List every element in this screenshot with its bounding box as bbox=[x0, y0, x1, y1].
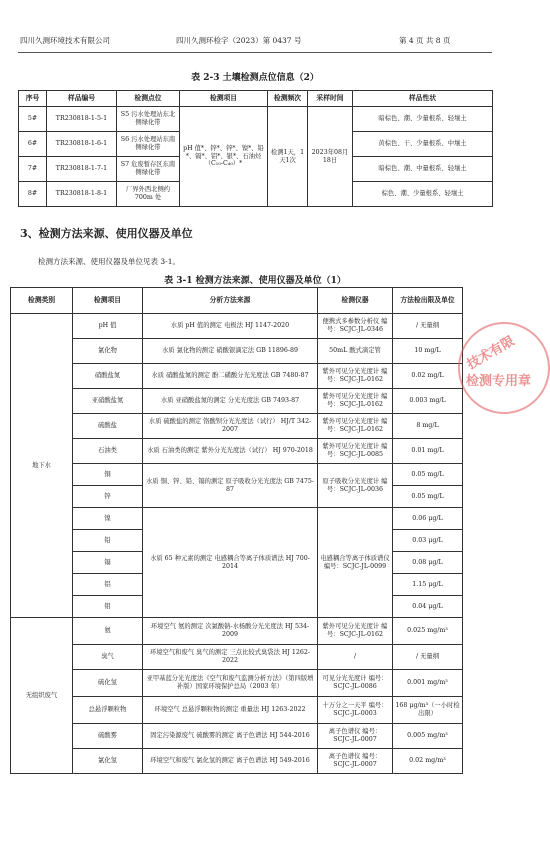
test-item: 总悬浮颗粒物 bbox=[73, 697, 143, 724]
row-number: 7# bbox=[19, 157, 47, 182]
detection-limit: / 无量纲 bbox=[393, 314, 463, 339]
table-row bbox=[11, 697, 463, 724]
test-item: 氯化氢 bbox=[73, 749, 143, 774]
detection-limit: 0.05 mg/L bbox=[393, 486, 463, 508]
column-header: 采样时间 bbox=[308, 91, 353, 107]
column-header: 样品性状 bbox=[353, 91, 493, 107]
detection-limit: 0.01 mg/L bbox=[393, 439, 463, 464]
table-row bbox=[11, 339, 463, 364]
soil-sampling-table bbox=[18, 90, 493, 207]
column-header: 样品编号 bbox=[47, 91, 117, 107]
detection-limit: 1.15 μg/L bbox=[393, 574, 463, 596]
instrument: 紫外可见分光光度计 编号：SCJC-JL-0085 bbox=[318, 439, 393, 464]
sample-code: TR230818-1-7-1 bbox=[47, 157, 117, 182]
instrument: 紫外可见分光光度计 编号：SCJC-JL-0162 bbox=[318, 389, 393, 414]
table-header-row bbox=[19, 91, 493, 107]
method-source: 亚甲基蓝分光光度法《空气和废气监测分析方法》（第四版增补版）国家环境保护总局（2003 年） bbox=[143, 670, 318, 697]
method-source: 环境空气和废气 氯化氢的测定 离子色谱法 HJ 549-2016 bbox=[143, 749, 318, 774]
table-header-row bbox=[11, 288, 463, 314]
table2-caption: 表 3-1 检测方法来源、使用仪器及单位（1） bbox=[164, 276, 346, 286]
table-row bbox=[11, 724, 463, 749]
sampling-site: 厂界外西北侧约 700m 处 bbox=[117, 182, 180, 207]
sampling-site: S6 污水处理站东南侧绿化带 bbox=[117, 132, 180, 157]
seal-text: 检测专用章 bbox=[466, 374, 532, 389]
detection-limit: 0.04 μg/L bbox=[393, 596, 463, 618]
method-source: 环境空气 总悬浮颗粒物的测定 重量法 HJ 1263-2022 bbox=[143, 697, 318, 724]
row-number: 5# bbox=[19, 107, 47, 132]
method-source: 水质 石油类的测定 紫外分光光度法（试行） HJ 970-2018 bbox=[143, 439, 318, 464]
detection-limit: / 无量纲 bbox=[393, 645, 463, 670]
column-header: 分析方法来源 bbox=[143, 288, 318, 314]
test-item: 镍 bbox=[73, 508, 143, 530]
category-cell: 地下水 bbox=[11, 314, 73, 618]
report-number: 四川久测环检字（2023）第 0437 号 bbox=[176, 36, 302, 45]
test-item: 铜 bbox=[73, 464, 143, 486]
test-item: 镉 bbox=[73, 552, 143, 574]
detection-limit: 0.025 mg/m³ bbox=[393, 618, 463, 645]
test-item: 硫酸盐 bbox=[73, 414, 143, 439]
method-source: 环境空气 氨的测定 次氯酸钠-水杨酸分光光度法 HJ 534-2009 bbox=[143, 618, 318, 645]
table-row bbox=[11, 464, 463, 486]
column-header: 检测点位 bbox=[117, 91, 180, 107]
instrument: 可见分光光度计 编号：SCJC-JL-0086 bbox=[318, 670, 393, 697]
company-name: 四川久测环境技术有限公司 bbox=[20, 36, 110, 45]
method-source: 固定污染源废气 硫酸雾的测定 离子色谱法 HJ 544-2016 bbox=[143, 724, 318, 749]
test-frequency: 检测1天，1天1次 bbox=[268, 107, 308, 207]
table1-caption: 表 2-3 土壤检测点位信息（2） bbox=[191, 73, 319, 83]
method-source: 水质 硝酸盐氮的测定 酚二磺酸分光光度法 GB 7480-87 bbox=[143, 364, 318, 389]
method-source: 水质 硫酸盐的测定 铬酸钡分光光度法（试行） HJ/T 342-2007 bbox=[143, 414, 318, 439]
section-title: 3、检测方法来源、使用仪器及单位 bbox=[20, 227, 193, 240]
instrument: 原子吸收分光光度计 编号：SCJC-JL-0036 bbox=[318, 464, 393, 508]
sample-nature: 黄棕色、干、少量根系、中壤土 bbox=[353, 132, 493, 157]
column-header: 检测仪器 bbox=[318, 288, 393, 314]
test-item: 氨 bbox=[73, 618, 143, 645]
column-header: 检测类别 bbox=[11, 288, 73, 314]
detection-limit: 0.005 mg/m³ bbox=[393, 724, 463, 749]
test-item: 钼 bbox=[73, 596, 143, 618]
detection-limit: 0.001 mg/m³ bbox=[393, 670, 463, 697]
table-row bbox=[11, 364, 463, 389]
table-row bbox=[11, 439, 463, 464]
detection-limit: 0.003 mg/L bbox=[393, 389, 463, 414]
test-item: 铝 bbox=[73, 574, 143, 596]
seal-text: 技术有限 bbox=[464, 333, 518, 373]
instrument: 紫外可见分光光度计 编号：SCJC-JL-0162 bbox=[318, 618, 393, 645]
table-row bbox=[11, 618, 463, 645]
sampling-time: 2023年08月18日 bbox=[308, 107, 353, 207]
table-row bbox=[11, 414, 463, 439]
test-item: 硝酸盐氮 bbox=[73, 364, 143, 389]
test-item: 硫酸雾 bbox=[73, 724, 143, 749]
detection-limit: 8 mg/L bbox=[393, 414, 463, 439]
row-number: 8# bbox=[19, 182, 47, 207]
sample-nature: 暗棕色、潮、中量根系、轻壤土 bbox=[353, 157, 493, 182]
table-row bbox=[11, 508, 463, 530]
test-item: 硫化氢 bbox=[73, 670, 143, 697]
sample-nature: 棕色、潮、少量根系、轻壤土 bbox=[353, 182, 493, 207]
method-source: 水质 pH 值的测定 电极法 HJ 1147-2020 bbox=[143, 314, 318, 339]
test-item: 氯化物 bbox=[73, 339, 143, 364]
header-divider bbox=[18, 52, 492, 53]
detection-limit: 168 μg/m³（一小时检出限） bbox=[393, 697, 463, 724]
method-source: 水质 铜、锌、铅、镉的测定 原子吸收分光光度法 GB 7475-87 bbox=[143, 464, 318, 508]
category-cell: 无组织废气 bbox=[11, 618, 73, 774]
test-item: pH 值 bbox=[73, 314, 143, 339]
test-item: 臭气 bbox=[73, 645, 143, 670]
company-seal bbox=[458, 322, 550, 414]
instrument: / bbox=[318, 645, 393, 670]
column-header: 检测项目 bbox=[180, 91, 268, 107]
test-item: 石油类 bbox=[73, 439, 143, 464]
instrument: 离子色谱仪 编号：SCJC-JL-0007 bbox=[318, 749, 393, 774]
method-source: 环境空气和废气 臭气的测定 三点比较式臭袋法 HJ 1262-2022 bbox=[143, 645, 318, 670]
table-row bbox=[19, 107, 493, 132]
method-source: 水质 65 种元素的测定 电感耦合等离子体质谱法 HJ 700-2014 bbox=[143, 508, 318, 618]
table-row bbox=[11, 670, 463, 697]
instrument: 电感耦合等离子体质谱仪 编号：SCJC-JL-0099 bbox=[318, 508, 393, 618]
table-row bbox=[11, 314, 463, 339]
detection-limit: 10 mg/L bbox=[393, 339, 463, 364]
sample-code: TR230818-1-6-1 bbox=[47, 132, 117, 157]
test-items: pH 值*、锌*、锌*、镍*、铅*、镉*、铝*、银*、石油烃（C₁₀-C₄₀）* bbox=[180, 107, 268, 207]
instrument: 50mL 酸式滴定管 bbox=[318, 339, 393, 364]
sampling-site: S5 污水处理站东北侧绿化带 bbox=[117, 107, 180, 132]
detection-limit: 0.02 mg/L bbox=[393, 364, 463, 389]
test-item: 亚硝酸盐氮 bbox=[73, 389, 143, 414]
column-header: 检测项目 bbox=[73, 288, 143, 314]
detection-limit: 0.06 μg/L bbox=[393, 508, 463, 530]
methods-table bbox=[10, 287, 463, 774]
detection-limit: 0.02 mg/m³ bbox=[393, 749, 463, 774]
method-source: 水质 氯化物的测定 硝酸银滴定法 GB 11896-89 bbox=[143, 339, 318, 364]
column-header: 检测频次 bbox=[268, 91, 308, 107]
sample-code: TR230818-1-5-1 bbox=[47, 107, 117, 132]
sample-nature: 暗棕色、潮、少量根系、轻壤土 bbox=[353, 107, 493, 132]
row-number: 6# bbox=[19, 132, 47, 157]
table-row bbox=[11, 645, 463, 670]
instrument: 紫外可见分光光度计 编号：SCJC-JL-0162 bbox=[318, 364, 393, 389]
sampling-site: S7 危废暂存区东南侧绿化带 bbox=[117, 157, 180, 182]
detection-limit: 0.08 μg/L bbox=[393, 552, 463, 574]
instrument: 十万分之一天平 编号：SCJC-JL-0003 bbox=[318, 697, 393, 724]
detection-limit: 0.03 μg/L bbox=[393, 530, 463, 552]
test-item: 铅 bbox=[73, 530, 143, 552]
instrument: 便携式多参数分析仪 编号：SCJC-JL-0346 bbox=[318, 314, 393, 339]
section-intro: 检测方法来源、使用仪器及单位见表 3-1。 bbox=[38, 257, 180, 266]
column-header: 方法检出限及单位 bbox=[393, 288, 463, 314]
table-row bbox=[11, 749, 463, 774]
column-header: 序号 bbox=[19, 91, 47, 107]
test-item: 锌 bbox=[73, 486, 143, 508]
page-indicator: 第 4 页 共 8 页 bbox=[399, 36, 451, 45]
instrument: 离子色谱仪 编号：SCJC-JL-0007 bbox=[318, 724, 393, 749]
table-row bbox=[11, 389, 463, 414]
detection-limit: 0.05 mg/L bbox=[393, 464, 463, 486]
instrument: 紫外可见分光光度计 编号：SCJC-JL-0162 bbox=[318, 414, 393, 439]
method-source: 水质 亚硝酸盐氮的测定 分光光度法 GB 7493-87 bbox=[143, 389, 318, 414]
sample-code: TR230818-1-8-1 bbox=[47, 182, 117, 207]
